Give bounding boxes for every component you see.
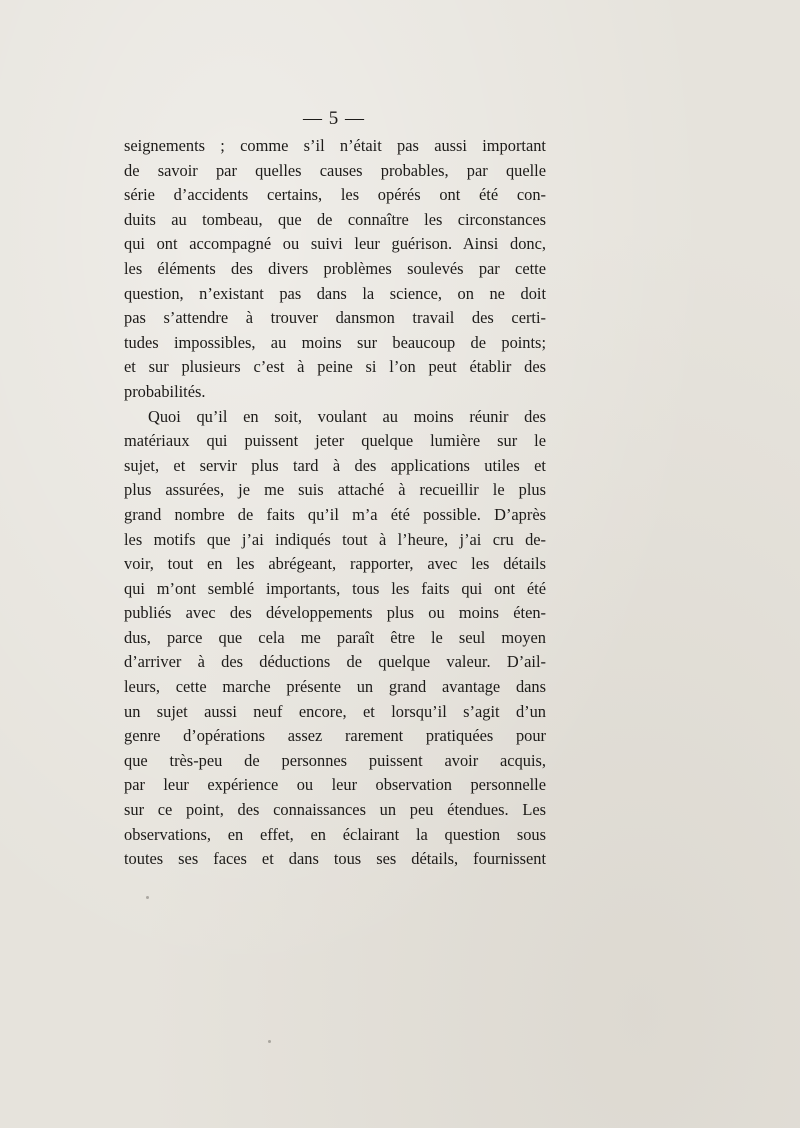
text-line: d’arriver à des déductions de quelque valeur. D’ail- [124, 652, 546, 672]
text-line: de savoir par quelles causes probables, par quelle [124, 160, 546, 180]
body-text [124, 134, 546, 872]
text-line: grand nombre de faits qu’il m’a été possible. D’après [124, 504, 546, 524]
text-line: question, n’existant pas dans la science, on ne doit [124, 283, 546, 303]
text-line: genre d’opérations assez rarement pratiquées pour [124, 726, 546, 746]
text-line: pas s’attendre à trouver dansmon travail des certi- [124, 308, 546, 328]
text-line: toutes ses faces et dans tous ses détails, fournissent [124, 849, 546, 869]
text-line: voir, tout en les abrégeant, rapporter, avec les détails [124, 554, 546, 574]
text-line: seignements ; comme s’il n’était pas aussi important [124, 136, 546, 155]
text-line: qui m’ont semblé importants, tous les faits qui ont été [124, 578, 546, 598]
text-line: publiés avec des développements plus ou moins éten- [124, 603, 546, 623]
page-number: — 5 — [303, 108, 365, 129]
text-line: série d’accidents certains, les opérés ont été con- [124, 185, 546, 205]
text-line: que très-peu de personnes puissent avoir acquis, [124, 750, 546, 770]
text-line: tudes impossibles, au moins sur beaucoup de points; [124, 332, 546, 352]
text-line-paragraph-start: Quoi qu’il en soit, voulant au moins réunir des [148, 406, 546, 426]
text-line: un sujet aussi neuf encore, et lorsqu’il s’agit d’un [124, 701, 546, 721]
text-line: sur ce point, des connaissances un peu étendues. Les [124, 800, 546, 820]
paper-speck [146, 896, 149, 899]
text-line: leurs, cette marche présente un grand avantage dans [124, 677, 546, 697]
text-line: les éléments des divers problèmes soulevés par cette [124, 258, 546, 278]
text-line: observations, en effet, en éclairant la question sous [124, 824, 546, 844]
text-line: matériaux qui puissent jeter quelque lumière sur le [124, 431, 546, 451]
text-line: dus, parce que cela me paraît être le seul moyen [124, 627, 546, 647]
text-line: duits au tombeau, que de connaître les circonstances [124, 209, 546, 229]
text-line: qui ont accompagné ou suivi leur guérison. Ainsi donc, [124, 234, 546, 254]
text-line-paragraph-end: probabilités. [124, 381, 206, 401]
text-line: plus assurées, je me suis attaché à recueillir le plus [124, 480, 546, 500]
text-line: par leur expérience ou leur observation personnelle [124, 775, 546, 795]
text-line: et sur plusieurs c’est à peine si l’on peut établir des [124, 357, 546, 377]
text-line: les motifs que j’ai indiqués tout à l’heure, j’ai cru de- [124, 529, 546, 549]
text-line: sujet, et servir plus tard à des applications utiles et [124, 455, 546, 475]
paper-speck [268, 1040, 271, 1043]
